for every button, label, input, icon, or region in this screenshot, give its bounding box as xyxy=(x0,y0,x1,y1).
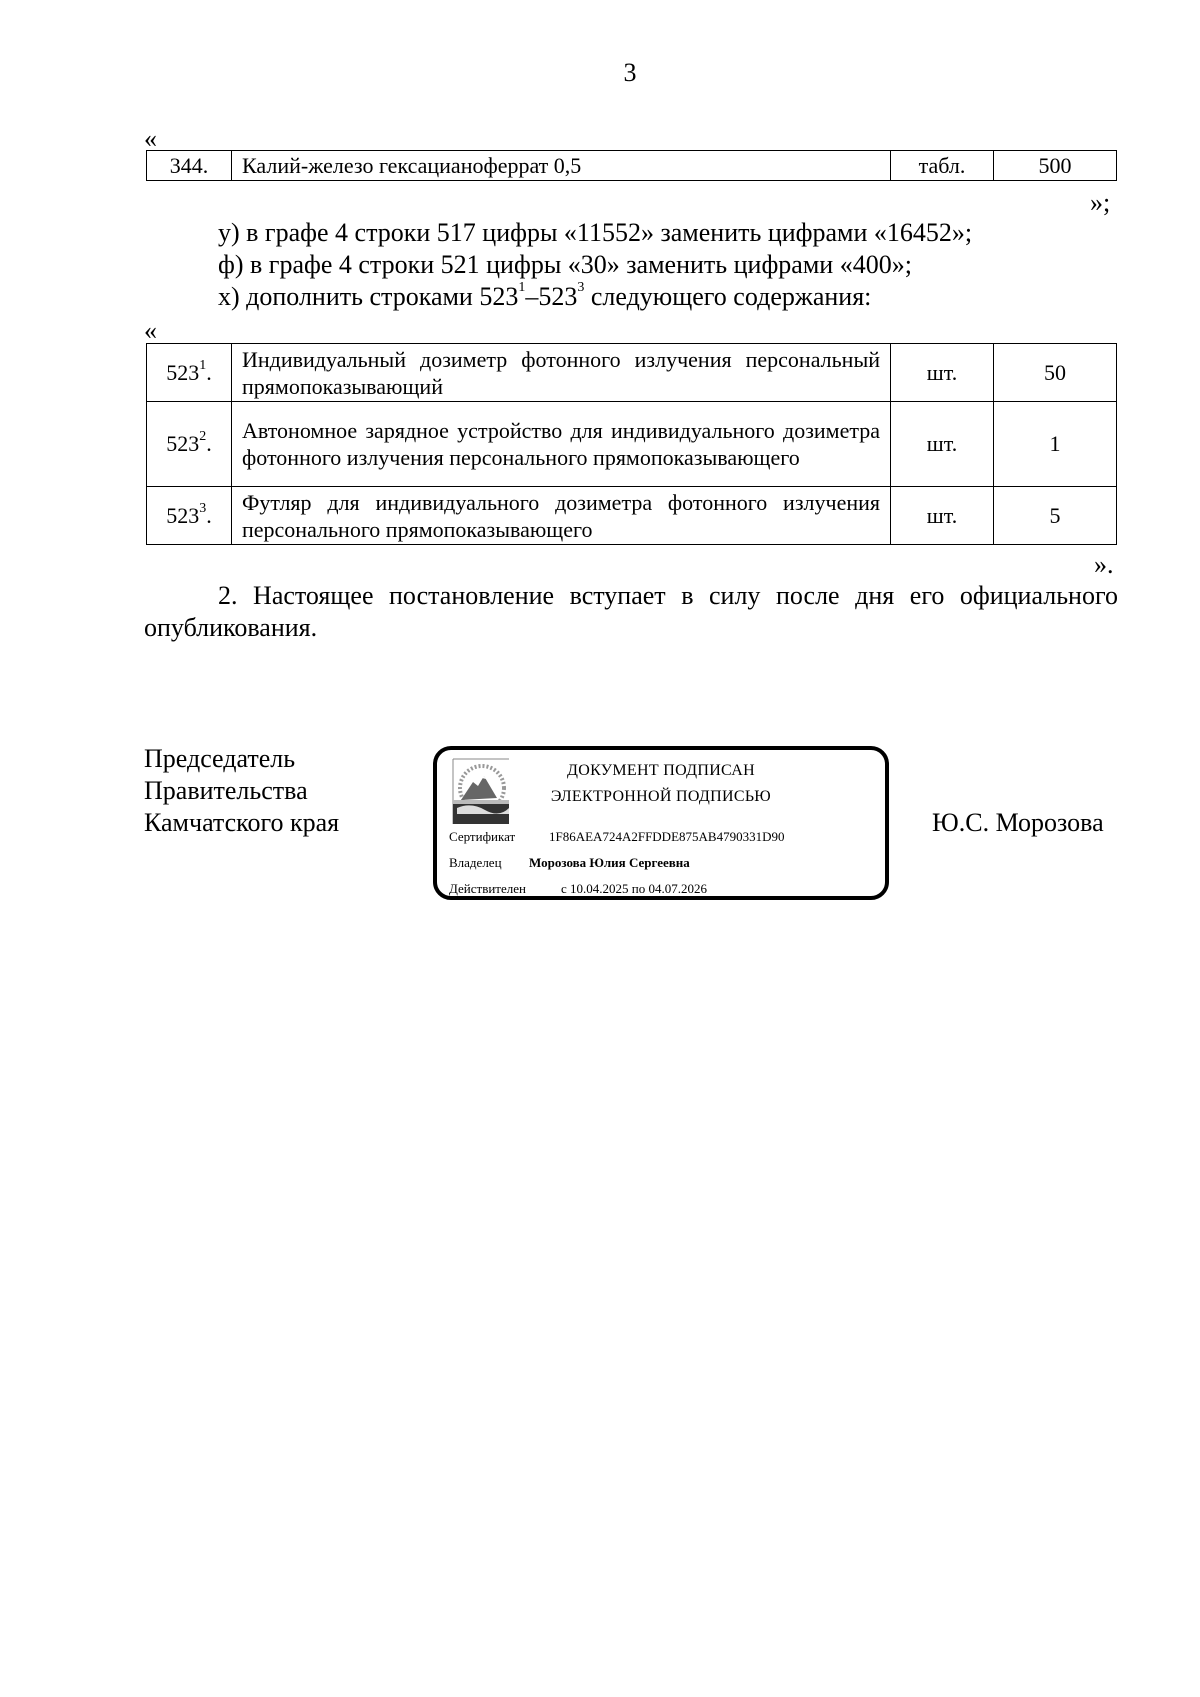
item-h-sup1: 1 xyxy=(518,280,526,295)
table-row xyxy=(147,487,1117,545)
row-name: Футляр для индивидуального дозиметра фотонного излучения персонального прямопоказывающего xyxy=(232,487,891,545)
owner-value: Морозова Юлия Сергеевна xyxy=(529,855,690,870)
stamp-validity-row xyxy=(449,881,707,897)
stamp-owner-row xyxy=(449,855,690,871)
row-unit: табл. xyxy=(891,151,994,181)
row-name: Индивидуальный дозиметр фотонного излучения персональный прямопоказывающий xyxy=(232,344,891,402)
table-row xyxy=(147,344,1117,402)
item-h-prefix: х) дополнить строками 523 xyxy=(218,282,519,311)
certificate-value: 1F86AEA724A2FFDDE875AB4790331D90 xyxy=(549,829,785,844)
signatory-line-3: Камчатского края xyxy=(144,808,340,837)
signatory-line-2: Правительства xyxy=(144,776,308,805)
row-number: 344. xyxy=(147,151,232,181)
row-quantity: 500 xyxy=(994,151,1117,181)
table-row xyxy=(147,402,1117,487)
validity-to: 04.07.2026 xyxy=(648,881,707,896)
row-quantity: 50 xyxy=(994,344,1117,402)
opening-quote-1: « xyxy=(144,124,157,153)
signatory-name: Ю.С. Морозова xyxy=(932,808,1104,837)
paragraph-2: 2. Настоящее постановление вступает в силу после дня его официального опубликования. xyxy=(144,581,1118,642)
row-unit: шт. xyxy=(891,344,994,402)
item-f: ф) в графе 4 строки 521 цифры «30» заменить цифрами «400»; xyxy=(218,250,912,279)
signatory-position xyxy=(144,743,339,839)
row-unit: шт. xyxy=(891,402,994,487)
validity-to-prefix: по xyxy=(631,881,646,896)
item-h-sup2: 3 xyxy=(577,280,585,295)
item-u: у) в графе 4 строки 517 цифры «11552» заменить цифрами «16452»; xyxy=(218,218,973,247)
validity-from: 10.04.2025 xyxy=(570,881,629,896)
row-quantity: 5 xyxy=(994,487,1117,545)
closing-quote-2: ». xyxy=(1094,550,1114,579)
table-row xyxy=(147,151,1117,181)
row-quantity: 1 xyxy=(994,402,1117,487)
table-2 xyxy=(146,343,1117,545)
validity-label: Действителен xyxy=(449,881,526,896)
stamp-title-1: ДОКУМЕНТ ПОДПИСАН xyxy=(567,762,755,779)
row-number: $523^3$. xyxy=(147,487,232,545)
signatory-line-1: Председатель xyxy=(144,744,296,773)
row-number: $523^2$. xyxy=(147,402,232,487)
row-name: Автономное зарядное устройство для индивидуального дозиметра фотонного излучения персонального прямопоказывающего xyxy=(232,402,891,487)
page-number: 3 xyxy=(623,58,637,87)
validity-from-prefix: с xyxy=(561,881,567,896)
stamp-title-2: ЭЛЕКТРОННОЙ ПОДПИСЬЮ xyxy=(550,788,772,805)
row-name: Калий-железо гексацианоферрат 0,5 xyxy=(232,151,891,181)
row-number: $523^1$. xyxy=(147,344,232,402)
certificate-label: Сертификат xyxy=(449,829,516,844)
closing-quote-1: »; xyxy=(1090,188,1111,217)
table-1 xyxy=(146,150,1117,181)
owner-label: Владелец xyxy=(449,855,502,870)
electronic-signature-stamp xyxy=(433,746,889,900)
row-unit: шт. xyxy=(891,487,994,545)
opening-quote-2: « xyxy=(144,316,157,345)
stamp-certificate-row xyxy=(449,829,784,845)
item-h-suffix: следующего содержания: xyxy=(584,282,872,311)
item-h-mid: –523 xyxy=(525,282,578,311)
item-h xyxy=(218,282,871,312)
